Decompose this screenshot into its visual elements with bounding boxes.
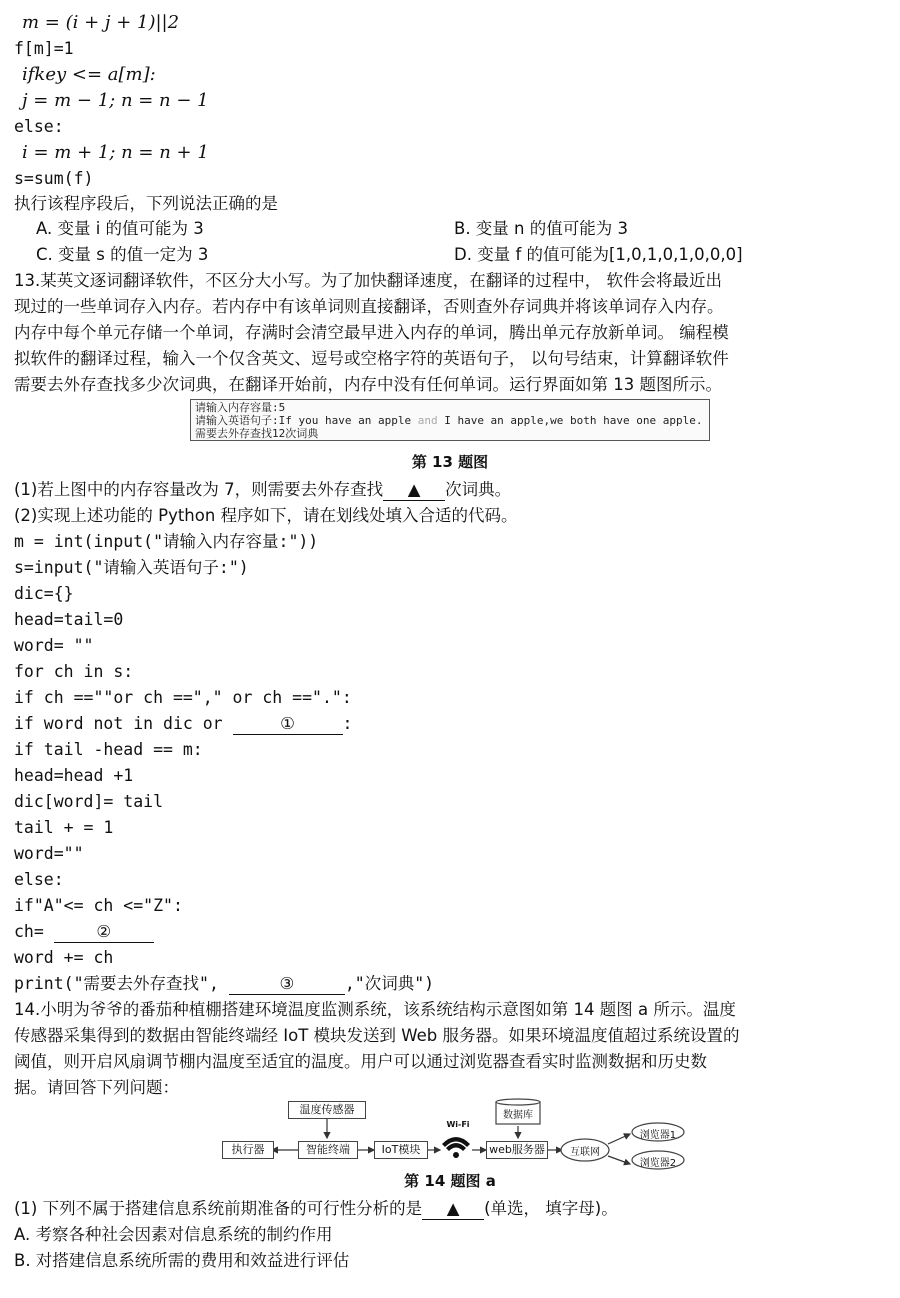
- figure-14-caption: 第 14 题图 a: [404, 1172, 496, 1190]
- code-c1: m = int(input("请输入内存容量:")): [14, 532, 319, 551]
- code-blank-2[interactable]: ②: [54, 922, 154, 943]
- code-line-i: i = m + 1; n = n + 1: [22, 142, 209, 163]
- code-c10: head=head +1: [14, 766, 134, 785]
- code-c13: word="": [14, 844, 84, 863]
- actuator-box: 执行器: [222, 1141, 274, 1159]
- q12-option-b: B. 变量 n 的值可能为 3: [454, 219, 628, 238]
- server-box: web服务器: [486, 1141, 548, 1159]
- arrow-internet-browser1: [608, 1134, 630, 1144]
- wifi-label: Wi-Fi: [446, 1120, 470, 1129]
- q13-para-3: 内存中每个单元存储一个单词，存满时会清空最早进入内存的单词，腾出单元存放新单词。 编程模: [14, 323, 729, 342]
- q14-para-3: 阈值，则开启风扇调节棚内温度至适宜的温度。用户可以通过浏览器查看实时监测数据和历史数: [14, 1052, 707, 1071]
- answer-blank[interactable]: ▲: [383, 480, 445, 501]
- q13-para-5: 需要去外存查找多少次词典，在翻译开始前，内存中没有任何单词。运行界面如第 13 题图所示。: [14, 375, 722, 394]
- code-c5: word= "": [14, 636, 94, 655]
- code-c12: tail + = 1: [14, 818, 114, 837]
- console-line-result: 需要去外存查找12次词典: [195, 427, 319, 440]
- q13-para-2: 现过的一些单词存入内存。若内存中有该单词则直接翻译，否则查外存词典并将该单词存入内存。: [14, 297, 724, 316]
- q14-sub-1: (1) 下列不属于搭建信息系统前期准备的可行性分析的是 ▲ (单选， 填字母)。: [14, 1199, 618, 1218]
- browser2-label: 浏览器2: [639, 1158, 677, 1169]
- code-blank-1[interactable]: ①: [233, 714, 343, 735]
- answer-blank[interactable]: ▲: [422, 1199, 484, 1220]
- q14-option-a: A. 考察各种社会因素对信息系统的制约作用: [14, 1225, 333, 1244]
- q13-para-1: 13.某英文逐词翻译软件，不区分大小写。为了加快翻译速度，在翻译的过程中， 软件会将最近出: [14, 271, 722, 290]
- q12-option-a: A. 变量 i 的值可能为 3: [36, 219, 204, 238]
- code-c17: word += ch: [14, 948, 114, 967]
- code-line-f: f[m]=1: [14, 39, 74, 58]
- q13-para-4: 拟软件的翻译过程，输入一个仅含英文、逗号或空格字符的英语句子， 以句号结束，计算翻译软件: [14, 349, 729, 368]
- figure-13-caption: 第 13 题图: [411, 453, 489, 471]
- code-c2: s=input("请输入英语句子:"): [14, 558, 249, 577]
- q13-sub-2: (2)实现上述功能的 Python 程序如下，请在划线处填入合适的代码。: [14, 506, 518, 525]
- code-line-j: j = m − 1; n = n − 1: [22, 90, 209, 111]
- arrow-internet-browser2: [608, 1156, 630, 1164]
- q14-option-b: B. 对搭建信息系统所需的费用和效益进行评估: [14, 1251, 350, 1270]
- q12-stem: 执行该程序段后，下列说法正确的是: [14, 194, 278, 213]
- console-line-capacity: 请输入内存容量:5: [195, 401, 286, 414]
- sensor-box: 温度传感器: [288, 1101, 366, 1119]
- q14-para-1: 14.小明为爷爷的番茄种植棚搭建环境温度监测系统，该系统结构示意图如第 14 题图 a 所示。温度: [14, 1000, 736, 1019]
- code-c18: print("需要去外存查找", ③ ,"次词典"): [14, 974, 435, 993]
- code-line-if: ifkey <= a[m]:: [22, 64, 156, 85]
- code-blank-3[interactable]: ③: [229, 974, 345, 995]
- q12-option-c: C. 变量 s 的值一定为 3: [36, 245, 209, 264]
- code-c15: if"A"<= ch <="Z":: [14, 896, 183, 915]
- iot-box: IoT模块: [374, 1141, 428, 1159]
- code-c8: if word not in dic or ① :: [14, 714, 353, 733]
- code-c7: if ch ==""or ch =="," or ch ==".":: [14, 688, 352, 707]
- console-line-sentence: 请输入英语句子:If you have an apple and I have an apple,we both have one apple.: [195, 414, 703, 427]
- console-screenshot: [190, 399, 710, 441]
- code-c9: if tail -head == m:: [14, 740, 203, 759]
- code-c4: head=tail=0: [14, 610, 124, 629]
- code-line-else: else:: [14, 117, 64, 136]
- code-line-sum: s=sum(f): [14, 169, 94, 188]
- wifi-icon: [442, 1137, 470, 1158]
- code-c3: dic={}: [14, 584, 74, 603]
- code-c16: ch= ②: [14, 919, 154, 945]
- internet-label: 互联网: [570, 1147, 600, 1158]
- code-c14: else:: [14, 870, 64, 889]
- q14-para-4: 据。请回答下列问题：: [14, 1078, 179, 1097]
- q12-option-d: D. 变量 f 的值可能为[1,0,1,0,1,0,0,0]: [454, 245, 743, 264]
- q14-para-2: 传感器采集得到的数据由智能终端经 IoT 模块发送到 Web 服务器。如果环境温度值超过系统设置的: [14, 1026, 740, 1045]
- code-line-m: m = (i + j + 1)||2: [22, 12, 180, 33]
- code-c11: dic[word]= tail: [14, 792, 164, 811]
- q13-sub-1: (1)若上图中的内存容量改为 7，则需要去外存查找 ▲ 次词典。: [14, 480, 512, 499]
- database-label: 数据库: [503, 1110, 533, 1121]
- terminal-box: 智能终端: [298, 1141, 358, 1159]
- browser1-label: 浏览器1: [639, 1130, 677, 1141]
- code-c6: for ch in s:: [14, 662, 134, 681]
